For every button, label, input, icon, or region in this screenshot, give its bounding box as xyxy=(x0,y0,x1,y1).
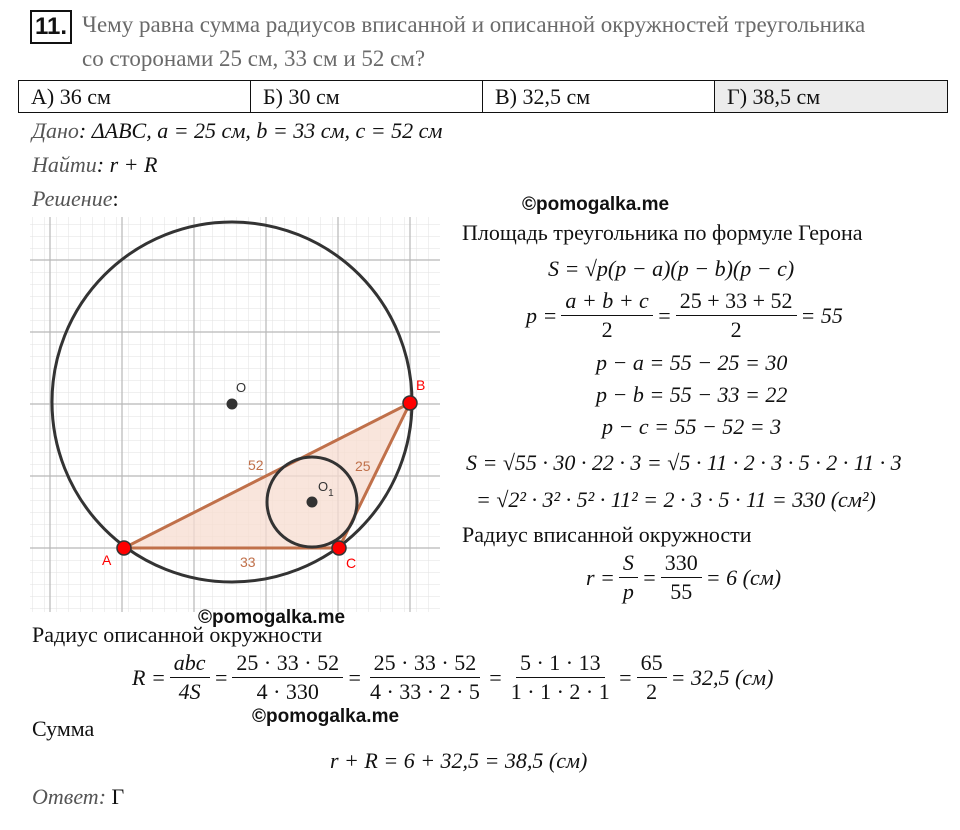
R-num-3: 25 · 33 · 52 xyxy=(370,650,481,678)
p-den-2: 2 xyxy=(730,317,742,342)
p-num-1: a + b + c xyxy=(561,288,652,316)
answer-line xyxy=(32,784,124,810)
p-den-1: 2 xyxy=(601,317,613,342)
given-line xyxy=(32,118,442,144)
label-b: B xyxy=(416,377,426,393)
solution-label xyxy=(32,186,119,212)
find-label: Найти xyxy=(32,152,97,177)
solution-word: Решение xyxy=(32,186,113,211)
find-text: : r + R xyxy=(96,152,158,177)
task-number: 11. xyxy=(30,10,72,44)
r-formula xyxy=(586,550,781,605)
p-lhs: p = xyxy=(526,302,558,328)
s-calc-1: S = √55 · 30 · 22 · 3 = √5 · 11 · 2 · 3 · 5 · 2 · 11 · 3 xyxy=(466,450,902,475)
given-text: : ΔABC, a = 25 см, b = 33 см, c = 52 см xyxy=(78,118,443,143)
r-num-1: S xyxy=(619,550,638,578)
sum-formula: r + R = 6 + 32,5 = 38,5 (см) xyxy=(330,748,588,773)
answer-options-table xyxy=(18,80,948,113)
R-num-5: 65 xyxy=(637,650,667,678)
heron-formula: S = √p(p − a)(p − b)(p − c) xyxy=(548,256,795,281)
watermark-2: ©pomogalka.me xyxy=(198,607,346,628)
label-o1-subscript: 1 xyxy=(328,488,334,499)
answer-option-v[interactable]: В) 32,5 см xyxy=(483,81,715,113)
R-eq-1: = xyxy=(213,664,229,690)
p-minus-b: p − b = 55 − 33 = 22 xyxy=(596,382,788,407)
geometry-figure xyxy=(20,212,450,612)
answer-option-a[interactable]: А) 36 см xyxy=(19,81,251,113)
p-minus-a: p − a = 55 − 25 = 30 xyxy=(596,350,788,375)
p-num-2: 25 + 33 + 52 xyxy=(676,288,797,316)
R-den-1: 4S xyxy=(178,679,201,704)
heron-title: Площадь треугольника по формуле Герона xyxy=(462,220,863,245)
R-formula xyxy=(132,650,773,705)
grid-minor xyxy=(30,217,440,612)
circumscribed-title: Радиус описанной окружности xyxy=(32,622,323,647)
question-line-2: со сторонами 25 см, 33 см и 52 см? xyxy=(82,46,426,71)
r-den-1: p xyxy=(622,579,634,604)
R-eq-3: = xyxy=(487,664,503,690)
find-line xyxy=(32,152,157,178)
R-eq-4: = xyxy=(617,664,633,690)
R-eq-2: = xyxy=(347,664,362,690)
answer-option-g[interactable]: Г) 38,5 см xyxy=(715,81,948,113)
r-num-2: 330 xyxy=(661,550,702,578)
vertex-c-point xyxy=(332,541,346,555)
label-o1-letter: O xyxy=(318,479,329,494)
R-lhs: R = xyxy=(132,664,166,690)
center-o1-point xyxy=(307,497,318,508)
r-lhs: r = xyxy=(586,564,615,590)
label-side-33: 33 xyxy=(240,554,256,570)
answer-value: Г xyxy=(106,784,125,809)
R-den-2: 4 · 330 xyxy=(256,679,319,704)
vertex-a-point xyxy=(117,541,131,555)
watermark-3: ©pomogalka.me xyxy=(252,706,400,727)
r-den-2: 55 xyxy=(670,579,693,604)
label-side-25: 25 xyxy=(355,458,371,474)
label-a: A xyxy=(102,552,112,568)
R-rhs: = 32,5 (см) xyxy=(670,664,774,690)
label-c: C xyxy=(346,555,357,571)
R-den-5: 2 xyxy=(646,679,658,704)
answer-label: Ответ: xyxy=(32,784,107,809)
r-eq: = xyxy=(641,564,657,590)
p-formula xyxy=(526,288,843,343)
p-minus-c: p − c = 55 − 52 = 3 xyxy=(602,414,782,439)
p-eq: = xyxy=(656,302,672,328)
given-label: Дано xyxy=(32,118,79,143)
label-side-52: 52 xyxy=(248,457,264,473)
inscribed-title: Радиус вписанной окружности xyxy=(462,522,752,547)
solution-colon: : xyxy=(112,186,119,211)
R-den-4: 1 · 1 · 2 · 1 xyxy=(510,679,610,704)
R-num-2: 25 · 33 · 52 xyxy=(232,650,343,678)
R-den-3: 4 · 33 · 2 · 5 xyxy=(369,679,480,704)
answer-option-b[interactable]: Б) 30 см xyxy=(251,81,483,113)
label-o: O xyxy=(236,380,247,395)
question-line-1: Чему равна сумма радиусов вписанной и описанной окружностей треугольника xyxy=(82,12,866,37)
vertex-b-point xyxy=(403,396,417,410)
p-rhs: = 55 xyxy=(800,302,843,328)
R-num-1: abc xyxy=(170,650,210,678)
watermark-1: ©pomogalka.me xyxy=(522,194,670,215)
s-calc-2: = √2² · 3² · 5² · 11² = 2 · 3 · 5 · 11 = 330 (см²) xyxy=(476,487,876,512)
sum-title: Сумма xyxy=(32,716,95,741)
center-o-point xyxy=(227,399,238,410)
r-rhs: = 6 (см) xyxy=(705,564,782,590)
R-num-4: 5 · 1 · 13 xyxy=(516,650,605,678)
